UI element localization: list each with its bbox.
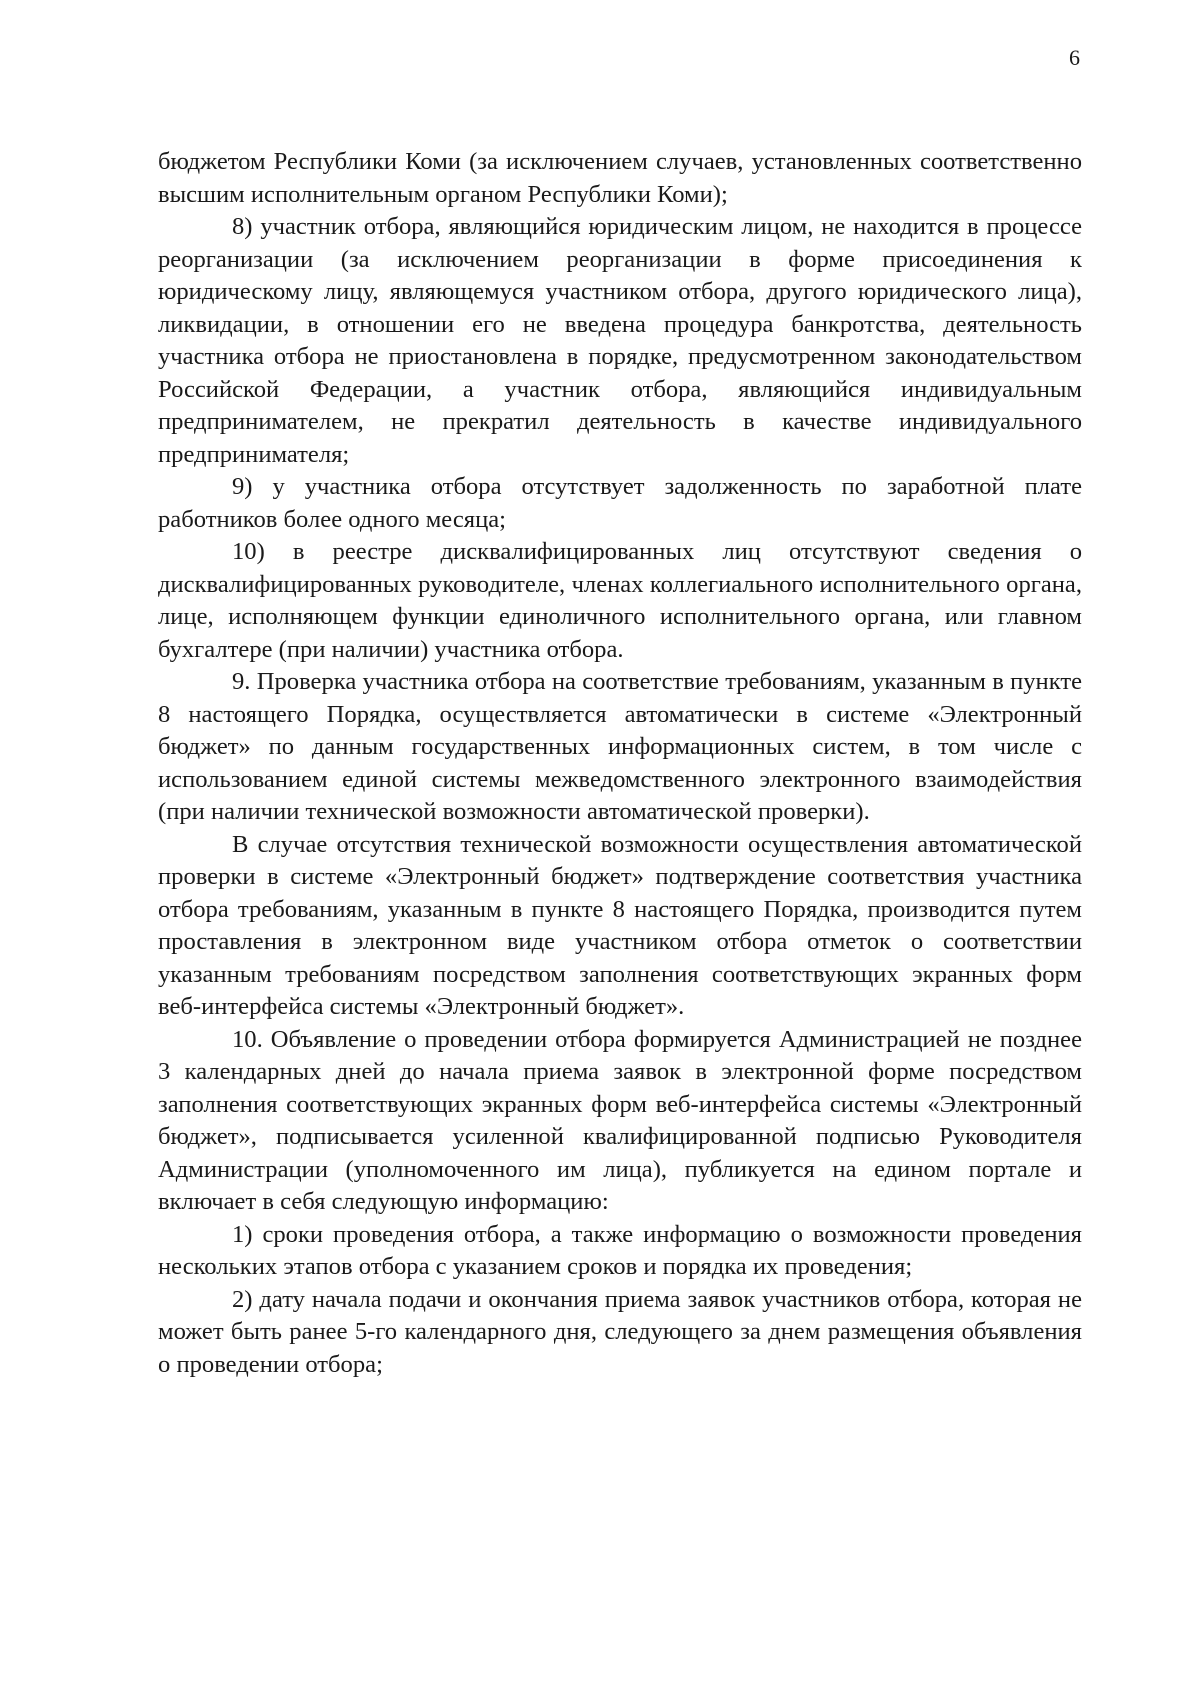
paragraph-item-9-salary-debt: 9) у участника отбора отсутствует задолженность по заработной плате работников более одного месяца; xyxy=(158,473,1082,533)
paragraph-section-10-announcement: 10. Объявление о проведении отбора формируется Администрацией не позднее 3 календарных дней до начала приема заявок в электронной форме посредством заполнения соответствующих экранных форм веб-интерфейса системы «Электронный бюджет», подписывается усиленной квалифицированной подписью Руководителя Администрации (уполномоченного им лица), публикуется на едином портале и включает в себя следующую информацию: xyxy=(158,1025,1082,1215)
paragraph-announcement-item-1: 1) сроки проведения отбора, а также информацию о возможности проведения нескольких этапов отбора с указанием сроков и порядка их проведения; xyxy=(158,1220,1082,1280)
paragraph-section-9-verification: 9. Проверка участника отбора на соответствие требованиям, указанным в пункте 8 настоящего Порядка, осуществляется автоматически в системе «Электронный бюджет» по данным государственных информационных систем, в том числе с использованием единой системы межведомственного электронного взаимодействия (при наличии технической возможности автоматической проверки). xyxy=(158,668,1082,825)
paragraph-item-10-disqualified-registry: 10) в реестре дисквалифицированных лиц отсутствуют сведения о дисквалифицированных руководителе, членах коллегиального исполнительного органа, лице, исполняющем функции единоличного исполнительного органа, или главном бухгалтере (при наличии) участника отбора. xyxy=(158,538,1082,663)
paragraph-item-8-reorganization: 8) участник отбора, являющийся юридическим лицом, не находится в процессе реорганизации (за исключением реорганизации в форме присоединения к юридическому лицу, являющемуся участником отбора, другого юридического лица), ликвидации, в отношении его не введена процедура банкротства, деятельность участника отбора не приостановлена в порядке, предусмотренном законодательством Российской Федерации, а участник отбора, являющийся индивидуальным предпринимателем, не прекратил деятельность в качестве индивидуального предпринимателя; xyxy=(158,213,1082,468)
document-body xyxy=(158,146,1082,1381)
paragraph-announcement-item-2: 2) дату начала подачи и окончания приема заявок участников отбора, которая не может быть ранее 5-го календарного дня, следующего за днем размещения объявления о проведении отбора; xyxy=(158,1285,1082,1378)
paragraph-manual-verification: В случае отсутствия технической возможности осуществления автоматической проверки в системе «Электронный бюджет» подтверждение соответствия участника отбора требованиям, указанным в пункте 8 настоящего Порядка, производится путем проставления в электронном виде участником отбора отметок о соответствии указанным требованиям посредством заполнения соответствующих экранных форм веб-интерфейса системы «Электронный бюджет». xyxy=(158,830,1082,1020)
page-number: 6 xyxy=(1069,45,1080,70)
paragraph-budget-continuation: бюджетом Республики Коми (за исключением случаев, установленных соответственно высшим исполнительным органом Республики Коми); xyxy=(158,148,1082,208)
